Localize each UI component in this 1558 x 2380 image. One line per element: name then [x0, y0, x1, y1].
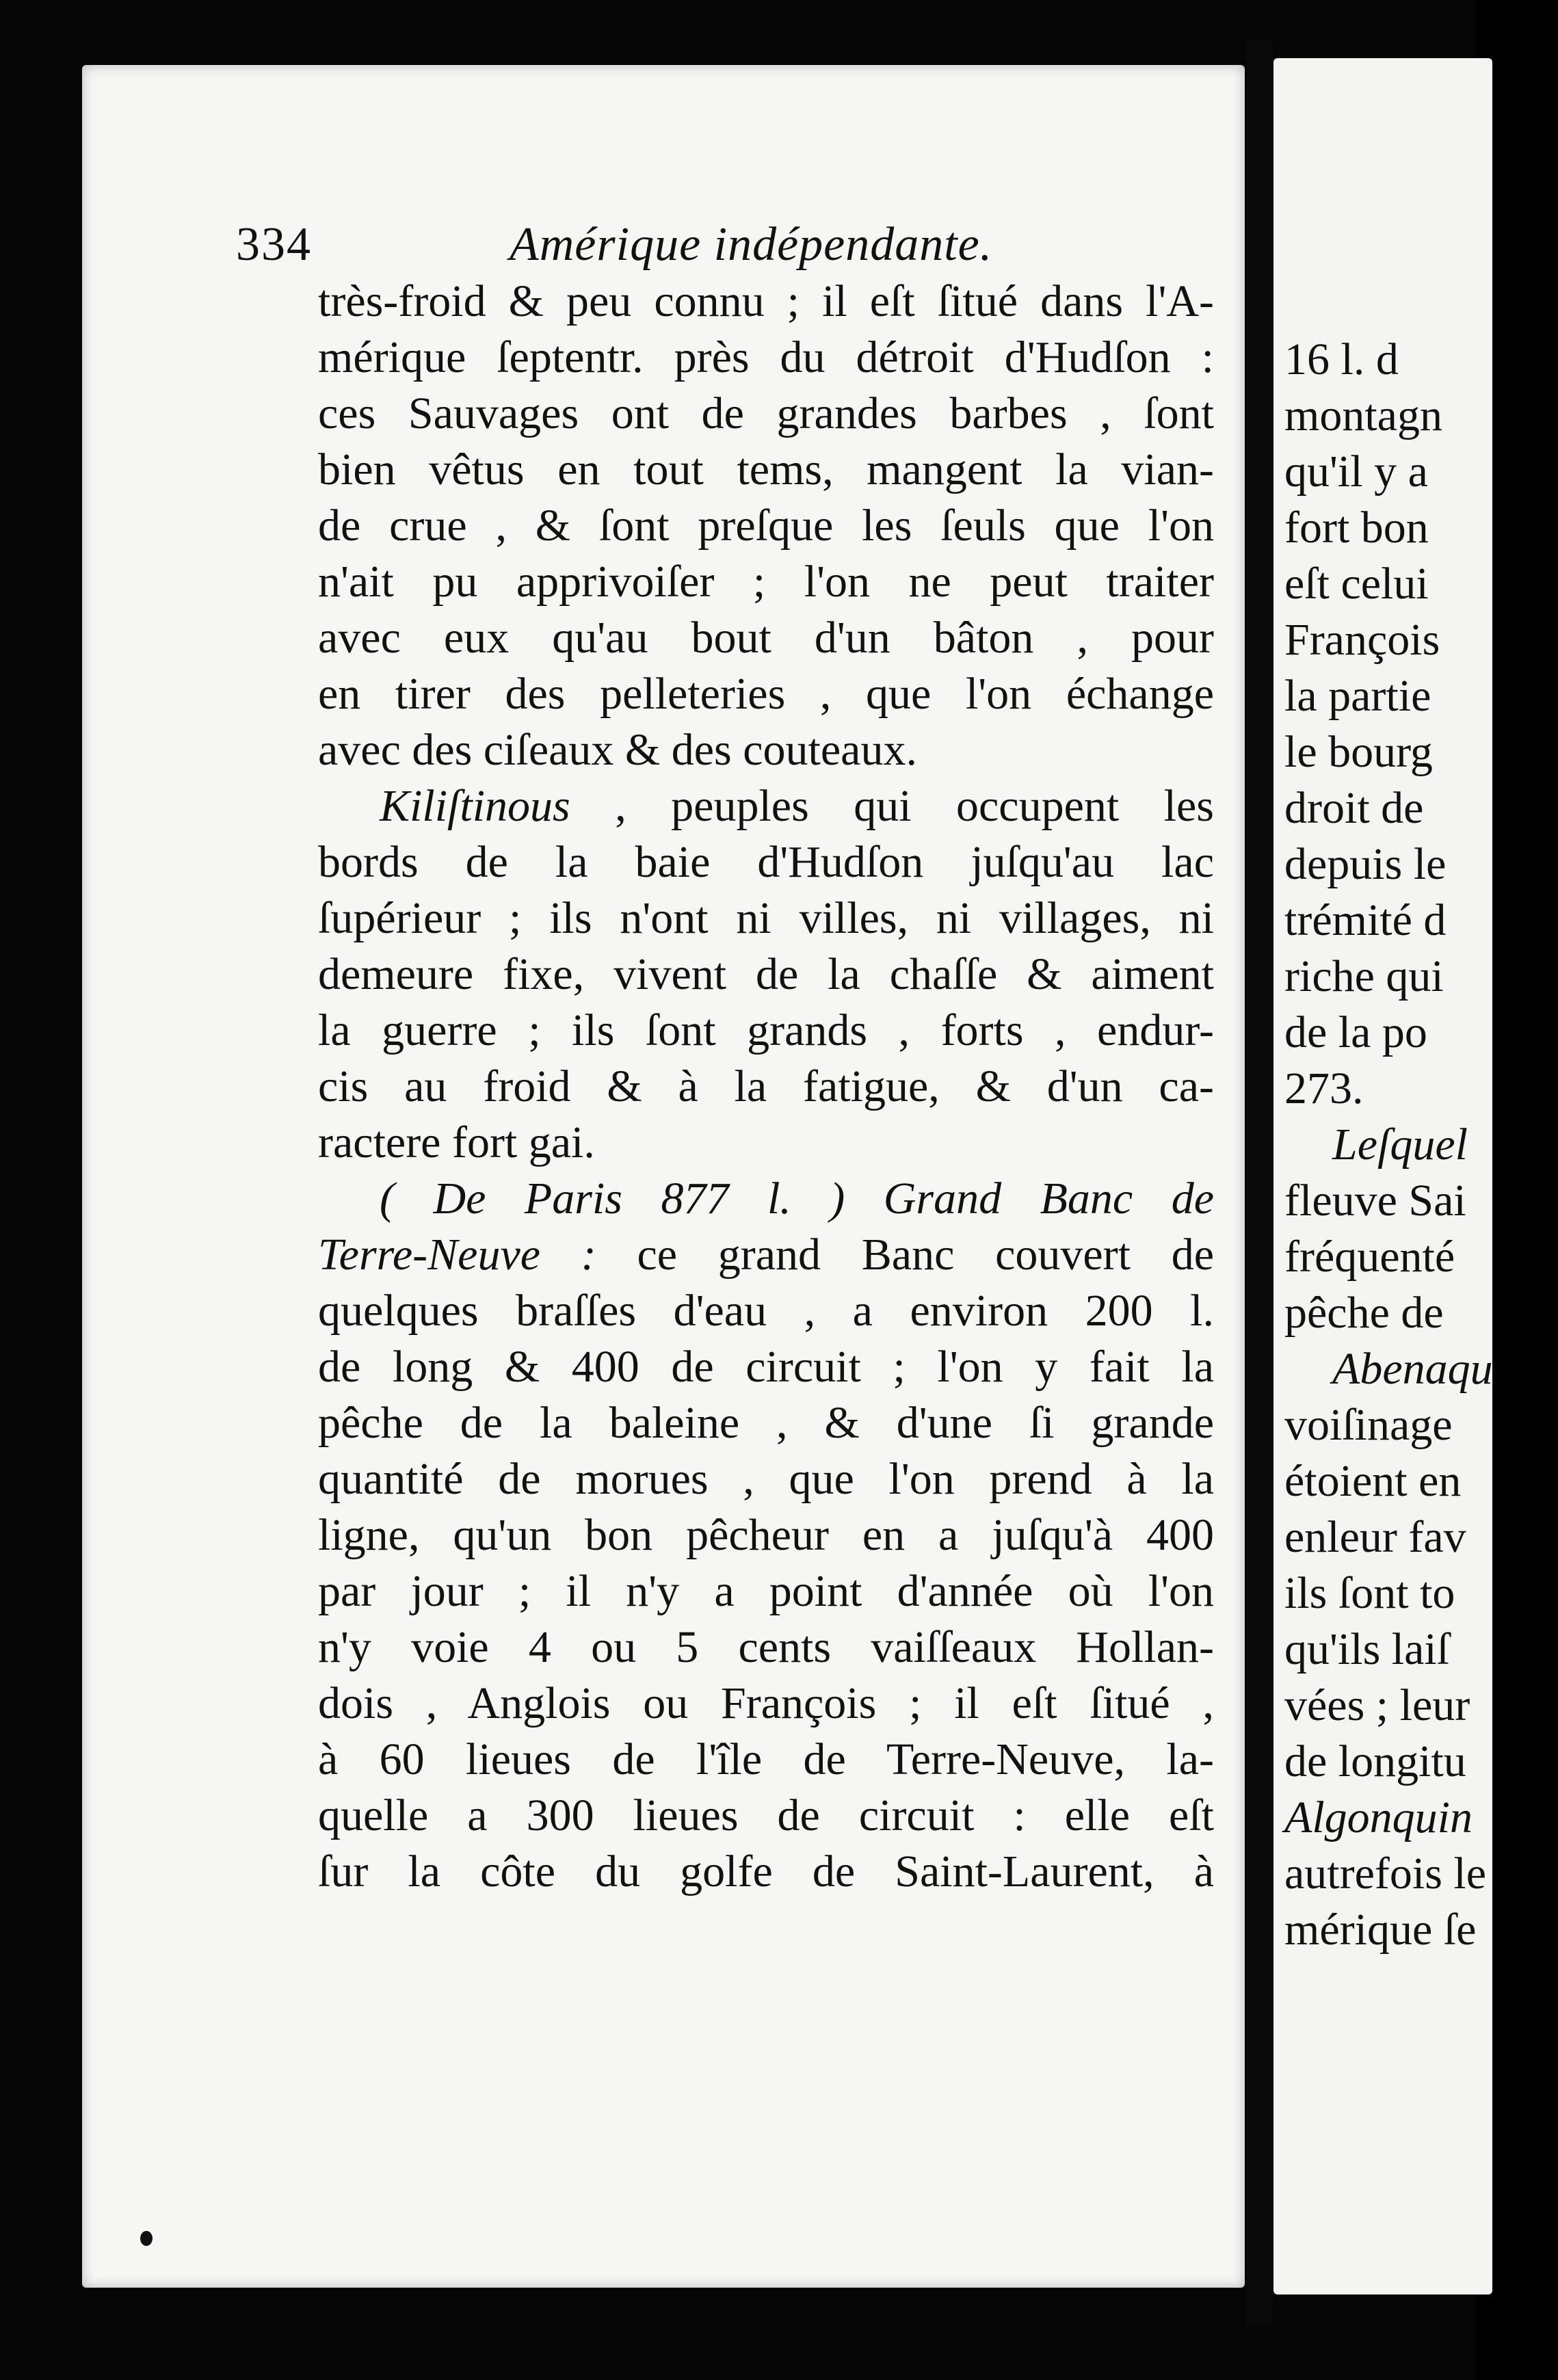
line-text: mérique ſeptentr. près du détroit d'Hudſon :: [318, 332, 1214, 382]
right-text-line: fort bon: [1284, 503, 1429, 553]
page-number: 334: [236, 218, 312, 271]
line-text: demeure fixe, vivent de la chaſſe & aiment: [318, 949, 1214, 999]
text-line: [318, 778, 1214, 834]
line-text: n'ait pu apprivoiſer ; l'on ne peut traiter: [318, 557, 1214, 607]
line-text: ractere fort gai.: [318, 1118, 595, 1167]
book-gutter: [1246, 41, 1273, 2325]
line-text: dois , Anglois ou François ; il eſt ſitué ,: [318, 1678, 1214, 1728]
right-text-line: eſt celui: [1284, 559, 1429, 609]
text-line: [318, 1283, 1214, 1339]
right-text-line: François: [1284, 615, 1440, 665]
text-line: [318, 1788, 1214, 1844]
text-line: [318, 1676, 1214, 1732]
line-text: quelques braſſes d'eau , a environ 200 l.: [318, 1286, 1214, 1336]
text-line: [318, 1563, 1214, 1619]
text-line: [318, 610, 1214, 666]
right-text-line: le bourg: [1284, 727, 1433, 777]
text-line: [318, 1339, 1214, 1395]
text-line: [318, 1115, 1214, 1171]
right-text-line: autrefois le: [1284, 1849, 1487, 1899]
right-text-line: droit de: [1284, 783, 1424, 833]
line-text: bords de la baie d'Hudſon juſqu'au lac: [318, 837, 1214, 887]
italic-term: Terre-Neuve :: [318, 1230, 596, 1280]
line-text: , peuples qui occupent les: [570, 781, 1214, 831]
text-line: [318, 834, 1214, 890]
text-line: [318, 1003, 1214, 1059]
line-text: pêche de la baleine , & d'une ſi grande: [318, 1398, 1214, 1448]
text-line: [318, 386, 1214, 442]
right-text-line: Abenaqu: [1332, 1344, 1493, 1394]
line-text: ſur la côte du golfe de Saint-Laurent, à: [318, 1847, 1214, 1896]
italic-term: Kiliſtinous: [380, 781, 570, 831]
running-title: Amérique indépendante.: [510, 218, 993, 271]
running-head: [236, 217, 1207, 279]
italic-term: ( De Paris 877 l. ) Grand Banc de: [380, 1174, 1214, 1224]
right-text-line: voiſinage: [1284, 1400, 1453, 1450]
line-text: cis au froid & à la fatigue, & d'un ca-: [318, 1061, 1214, 1111]
left-page-text: [318, 274, 1214, 1900]
right-text-line: enleur fav: [1284, 1512, 1466, 1562]
right-text-line: Algonquin: [1284, 1793, 1473, 1842]
right-text-line: 16 l. d: [1284, 334, 1399, 384]
text-line: [318, 666, 1214, 722]
right-text-line: mérique ſe: [1284, 1905, 1477, 1955]
line-text: très-froid & peu connu ; il eſt ſitué dans l'A-: [318, 276, 1214, 326]
right-text-line: 273.: [1284, 1063, 1364, 1113]
text-line: [318, 554, 1214, 610]
line-text: par jour ; il n'y a point d'année où l'on: [318, 1566, 1214, 1616]
text-line: [318, 890, 1214, 947]
line-text: quantité de morues , que l'on prend à la: [318, 1454, 1214, 1504]
line-text: quelle a 300 lieues de circuit : elle eſt: [318, 1790, 1214, 1840]
right-text-line: trémité d: [1284, 895, 1447, 945]
right-text-line: riche qui: [1284, 951, 1444, 1001]
line-text: ſupérieur ; ils n'ont ni villes, ni villages, ni: [318, 893, 1214, 943]
line-text: ce grand Banc couvert de: [596, 1230, 1214, 1280]
text-line: [318, 1451, 1214, 1507]
line-text: avec des ciſeaux & des couteaux.: [318, 725, 917, 775]
text-line: [318, 722, 1214, 778]
right-page-text: [1284, 332, 1558, 1958]
line-text: avec eux qu'au bout d'un bâton , pour: [318, 613, 1214, 663]
text-line: [318, 1619, 1214, 1676]
right-text-line: depuis le: [1284, 839, 1447, 889]
text-line: [318, 498, 1214, 554]
right-text-line: pêche de: [1284, 1288, 1444, 1338]
right-text-line: fréquenté: [1284, 1232, 1455, 1282]
line-text: ligne, qu'un bon pêcheur en a juſqu'à 400: [318, 1510, 1214, 1560]
right-text-line: de la po: [1284, 1007, 1427, 1057]
right-page: [1273, 58, 1492, 2295]
right-text-line: étoient en: [1284, 1456, 1462, 1506]
right-text-line: qu'ils laiſ: [1284, 1624, 1450, 1674]
right-text-line: ils ſont to: [1284, 1568, 1455, 1618]
line-text: à 60 lieues de l'île de Terre-Neuve, la-: [318, 1734, 1214, 1784]
text-line: [318, 947, 1214, 1003]
text-line: [318, 1507, 1214, 1563]
line-text: de long & 400 de circuit ; l'on y fait la: [318, 1342, 1214, 1392]
text-line: [318, 1395, 1214, 1451]
line-text: bien vêtus en tout tems, mangent la vian-: [318, 445, 1214, 494]
text-line: [318, 274, 1214, 330]
right-text-line: Leſquel: [1332, 1120, 1468, 1169]
right-text-line: qu'il y a: [1284, 447, 1428, 497]
line-text: ces Sauvages ont de grandes barbes , ſont: [318, 388, 1214, 438]
ink-speck: [140, 2231, 153, 2246]
right-text-line: vées ; leur: [1284, 1680, 1470, 1730]
right-text-line: de longitu: [1284, 1736, 1466, 1786]
text-line: [318, 1171, 1214, 1227]
text-line: [318, 1732, 1214, 1788]
text-line: [318, 442, 1214, 498]
line-text: n'y voie 4 ou 5 cents vaiſſeaux Hollan-: [318, 1622, 1214, 1672]
text-line: [318, 330, 1214, 386]
text-line: [318, 1059, 1214, 1115]
text-line: [318, 1844, 1214, 1900]
line-text: en tirer des pelleteries , que l'on échange: [318, 669, 1214, 719]
right-text-line: la partie: [1284, 671, 1431, 721]
right-text-line: montagn: [1284, 391, 1442, 440]
text-line: [318, 1227, 1214, 1283]
line-text: de crue , & ſont preſque les ſeuls que l'on: [318, 501, 1214, 551]
right-text-line: fleuve Sai: [1284, 1176, 1466, 1226]
line-text: la guerre ; ils ſont grands , forts , endur-: [318, 1005, 1214, 1055]
